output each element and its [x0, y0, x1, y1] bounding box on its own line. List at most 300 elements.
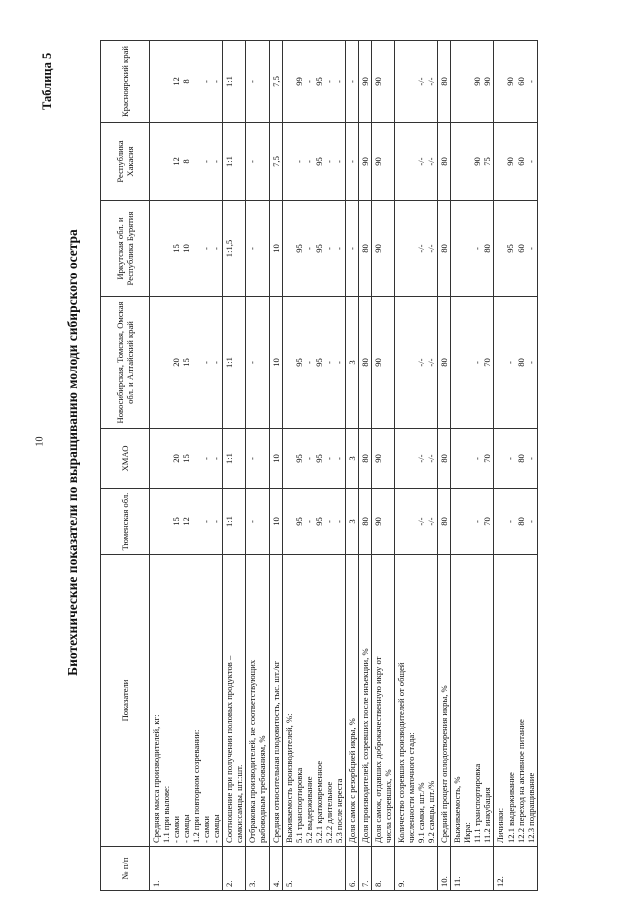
value-line [495, 492, 505, 551]
value-line [191, 126, 201, 197]
value-cell [438, 297, 451, 429]
value-line: 95 [313, 517, 324, 526]
value-line: - [303, 520, 314, 523]
value-cell [371, 41, 394, 123]
value-line: 70 [482, 454, 493, 463]
page-number: 10 [34, 436, 46, 447]
value-line: 60 [515, 77, 526, 86]
value-cell [150, 297, 223, 429]
value-line: - [346, 160, 357, 163]
value-cell [282, 123, 345, 201]
value-line: -/- [426, 454, 437, 463]
value-cell [246, 123, 269, 201]
value-cell [358, 41, 371, 123]
value-cell [438, 429, 451, 489]
value-line [462, 204, 472, 293]
value-cell [494, 123, 537, 201]
row-number: 10. [438, 847, 451, 891]
indicator-line: 12.2 переход на активное питание [515, 719, 526, 843]
value-line: 80 [359, 358, 370, 367]
value-line: 80 [439, 157, 450, 166]
value-line [396, 204, 406, 293]
value-line: -/- [426, 77, 437, 86]
value-line: 95 [293, 517, 304, 526]
value-line [406, 300, 416, 425]
value-line: 80 [359, 517, 370, 526]
value-line: - [201, 520, 212, 523]
value-line [257, 432, 267, 485]
indicator-line: Средняя масса производителей, кг: [151, 714, 161, 843]
indicator-line: - самцы [211, 814, 222, 843]
value-line: -/- [416, 244, 427, 253]
value-line [191, 44, 201, 119]
value-line: - [505, 361, 516, 364]
value-line [234, 44, 244, 119]
table-body [150, 41, 538, 891]
value-line: - [201, 361, 212, 364]
value-line [284, 126, 294, 197]
value-line [406, 204, 416, 293]
row-number: 6. [345, 847, 358, 891]
value-line: -/- [416, 358, 427, 367]
value-line: - [303, 457, 314, 460]
value-line [495, 300, 505, 425]
value-line: - [247, 160, 258, 163]
table-row [282, 41, 345, 891]
value-line: - [323, 160, 334, 163]
value-line: 75 [482, 157, 493, 166]
value-line [452, 204, 462, 293]
value-line: - [293, 160, 304, 163]
value-line [396, 300, 406, 425]
value-line [495, 126, 505, 197]
value-cell [395, 489, 438, 555]
value-cell [150, 123, 223, 201]
value-line [406, 492, 416, 551]
value-line: 80 [515, 517, 526, 526]
indicator-cell [345, 555, 358, 847]
indicator-line: 5.1 транспортировка [293, 767, 304, 843]
value-line [257, 300, 267, 425]
value-line: 95 [313, 454, 324, 463]
value-line: - [247, 520, 258, 523]
value-cell [246, 297, 269, 429]
value-line: - [247, 247, 258, 250]
value-line: - [525, 361, 536, 364]
value-line: 3 [346, 456, 357, 461]
indicator-cell [438, 555, 451, 847]
value-line: - [333, 80, 344, 83]
value-line: -/- [416, 77, 427, 86]
value-line: 95 [293, 244, 304, 253]
value-line: - [323, 520, 334, 523]
value-cell [494, 297, 537, 429]
value-line [191, 432, 201, 485]
value-cell [150, 489, 223, 555]
indicator-line: 12.3 подращивание [525, 772, 536, 843]
value-line: - [211, 247, 222, 250]
value-line [383, 492, 393, 551]
value-line [161, 492, 171, 551]
value-cell [246, 41, 269, 123]
value-cell [282, 297, 345, 429]
value-cell [494, 429, 537, 489]
table-row [246, 41, 269, 891]
value-line: 95 [293, 454, 304, 463]
value-line: 12 [171, 77, 181, 86]
value-line: - [525, 520, 536, 523]
value-cell [358, 123, 371, 201]
value-cell [371, 489, 394, 555]
value-cell [494, 41, 537, 123]
table-row [223, 41, 246, 891]
value-line [462, 300, 472, 425]
row-number: 8. [371, 847, 394, 891]
value-cell [438, 489, 451, 555]
value-line: 90 [505, 157, 516, 166]
header-row [101, 41, 150, 891]
indicator-line: 11.2 инкубация [482, 787, 493, 843]
value-line [191, 492, 201, 551]
row-number: 9. [395, 847, 438, 891]
value-line: 1:1 [224, 516, 235, 527]
value-line [452, 300, 462, 425]
value-line: 8 [181, 159, 192, 164]
value-line: - [247, 80, 258, 83]
indicator-cell [282, 555, 345, 847]
value-line: 10 [270, 358, 281, 367]
value-cell [345, 429, 358, 489]
value-line: 90 [372, 244, 383, 253]
value-line [462, 126, 472, 197]
value-line [151, 44, 161, 119]
value-line: 70 [482, 358, 493, 367]
value-line: 10 [181, 244, 192, 253]
value-line: 90 [372, 517, 383, 526]
value-line: 10 [270, 244, 281, 253]
value-line: - [201, 457, 212, 460]
value-line [495, 44, 505, 119]
value-cell [451, 123, 494, 201]
indicator-cell [150, 555, 223, 847]
value-line: -/- [426, 244, 437, 253]
indicator-cell [451, 555, 494, 847]
value-line: - [333, 520, 344, 523]
indicator-line: - самки [201, 816, 212, 843]
value-line: - [211, 361, 222, 364]
value-line: 10 [270, 517, 281, 526]
column-header: Республика Хакасия [101, 123, 150, 201]
table-title: Биотехнические показатели по выращиванию молоди сибирского осетра [65, 229, 80, 676]
value-line: 80 [359, 244, 370, 253]
indicator-line: Доля самок с резорбцией икры, % [346, 718, 357, 843]
value-line: - [333, 247, 344, 250]
value-line: - [211, 457, 222, 460]
value-cell [451, 489, 494, 555]
value-line: 15 [181, 358, 192, 367]
biotech-table [100, 40, 538, 891]
value-cell [438, 123, 451, 201]
value-line: - [505, 457, 516, 460]
row-number: 12. [494, 847, 537, 891]
value-cell [269, 201, 282, 297]
value-line: 90 [372, 358, 383, 367]
value-line: 1:1 [224, 76, 235, 87]
value-line [406, 126, 416, 197]
value-line [284, 432, 294, 485]
value-line [151, 432, 161, 485]
column-header: Показатели [101, 555, 150, 847]
value-line: - [525, 160, 536, 163]
value-cell [150, 201, 223, 297]
value-line: 80 [482, 244, 493, 253]
value-line: -/- [426, 517, 437, 526]
value-line: 95 [505, 244, 516, 253]
column-header: Тюменская обл. [101, 489, 150, 555]
value-line: - [472, 247, 483, 250]
value-line: 90 [482, 77, 493, 86]
table-row [345, 41, 358, 891]
value-line: 90 [372, 77, 383, 86]
indicator-line: численности маточного стада: [406, 732, 417, 843]
value-line [383, 300, 393, 425]
indicator-cell [371, 555, 394, 847]
value-line: 1:1 [224, 156, 235, 167]
value-line: 7,5 [270, 76, 281, 87]
value-line: - [472, 361, 483, 364]
value-line: - [247, 361, 258, 364]
value-cell [269, 489, 282, 555]
value-line: - [303, 247, 314, 250]
indicator-cell [358, 555, 371, 847]
indicator-line: - самцы [181, 814, 192, 843]
indicator-line: 5.2.1 кратковременное [313, 760, 324, 843]
column-header: ХМАО [101, 429, 150, 489]
indicator-line: Соотношение при получении половых продуктов – [224, 655, 235, 843]
value-cell [451, 297, 494, 429]
value-line [161, 126, 171, 197]
value-line: - [303, 160, 314, 163]
indicator-cell [269, 555, 282, 847]
value-line [257, 492, 267, 551]
indicator-line: Средний процент оплодотворения икры, % [439, 685, 450, 843]
value-line: 80 [439, 244, 450, 253]
value-line: - [211, 80, 222, 83]
value-line [151, 300, 161, 425]
value-line: 20 [171, 358, 181, 367]
value-line [396, 432, 406, 485]
value-cell [246, 429, 269, 489]
table-row [269, 41, 282, 891]
table-row [438, 41, 451, 891]
value-cell [345, 123, 358, 201]
value-line: - [346, 80, 357, 83]
value-line: 95 [313, 244, 324, 253]
value-line [234, 432, 244, 485]
value-line: - [525, 457, 536, 460]
value-line [151, 126, 161, 197]
value-line: -/- [426, 157, 437, 166]
indicator-cell [395, 555, 438, 847]
value-line [161, 300, 171, 425]
value-cell [223, 41, 246, 123]
indicator-line: Доля самок, отдавших доброкачественную икру от [372, 656, 383, 843]
value-line: - [333, 361, 344, 364]
value-cell [494, 489, 537, 555]
value-line: - [303, 361, 314, 364]
column-header: Иркутская обл. и Республика Бурятия [101, 201, 150, 297]
value-line [161, 432, 171, 485]
indicator-line: Личинки: [495, 807, 506, 843]
value-line: 90 [372, 454, 383, 463]
value-line: 60 [515, 244, 526, 253]
indicator-line: - самки [171, 816, 182, 843]
indicator-line: Выживаемость производителей, %: [283, 713, 294, 843]
value-line: -/- [416, 454, 427, 463]
value-cell [395, 201, 438, 297]
table-row [451, 41, 494, 891]
value-cell [269, 297, 282, 429]
value-line: 99 [293, 77, 304, 86]
value-line [495, 432, 505, 485]
indicator-line: Доля производителей, созревших после инъекции, % [359, 648, 370, 843]
value-line [452, 44, 462, 119]
value-cell [371, 201, 394, 297]
value-cell [371, 297, 394, 429]
value-cell [395, 41, 438, 123]
value-line: 15 [171, 244, 181, 253]
value-line: - [333, 160, 344, 163]
value-line: 80 [359, 454, 370, 463]
value-line: - [346, 247, 357, 250]
value-cell [246, 489, 269, 555]
value-cell [371, 123, 394, 201]
value-line: - [525, 247, 536, 250]
value-cell [246, 201, 269, 297]
value-line: - [525, 80, 536, 83]
value-cell [345, 201, 358, 297]
value-line [257, 126, 267, 197]
value-line [234, 204, 244, 293]
value-cell [282, 429, 345, 489]
table-row [395, 41, 438, 891]
value-line: 90 [505, 77, 516, 86]
row-number: 4. [269, 847, 282, 891]
indicator-line: 5.2.2 длительное [323, 781, 334, 843]
value-line [383, 432, 393, 485]
value-line: 80 [439, 517, 450, 526]
indicator-line: рыбоводным требованиям, % [257, 735, 268, 843]
value-line: - [211, 160, 222, 163]
value-cell [282, 41, 345, 123]
value-line [396, 44, 406, 119]
value-line [452, 432, 462, 485]
value-cell [438, 201, 451, 297]
value-line [284, 204, 294, 293]
table-row [358, 41, 371, 891]
value-line: 3 [346, 519, 357, 524]
table-row [150, 41, 223, 891]
value-line: - [505, 520, 516, 523]
column-header: № п/п [101, 847, 150, 891]
value-line [161, 204, 171, 293]
value-cell [358, 489, 371, 555]
value-line: 90 [472, 77, 483, 86]
value-line: 80 [439, 454, 450, 463]
value-cell [494, 201, 537, 297]
value-cell [150, 41, 223, 123]
value-cell [269, 429, 282, 489]
value-cell [451, 201, 494, 297]
value-cell [269, 123, 282, 201]
value-cell [282, 489, 345, 555]
value-line [161, 44, 171, 119]
column-header: Красноярский край [101, 41, 150, 123]
value-cell [395, 429, 438, 489]
value-line: -/- [426, 358, 437, 367]
value-cell [223, 297, 246, 429]
indicator-line: 12.1 выдерживание [505, 772, 516, 843]
row-number: 11. [451, 847, 494, 891]
value-line [284, 492, 294, 551]
value-line [257, 44, 267, 119]
value-cell [358, 201, 371, 297]
value-line [234, 492, 244, 551]
value-line: 90 [359, 77, 370, 86]
value-line [284, 44, 294, 119]
value-line: 70 [482, 517, 493, 526]
value-line: 15 [181, 454, 192, 463]
value-line [234, 300, 244, 425]
value-cell [345, 41, 358, 123]
indicator-line: 1.1 при вылове: [161, 785, 172, 843]
table-label: Таблица 5 [40, 52, 54, 110]
value-line [452, 126, 462, 197]
indicator-cell [223, 555, 246, 847]
value-line: 1:1,5 [224, 239, 235, 258]
value-line: 1:1 [224, 453, 235, 464]
value-line: - [247, 457, 258, 460]
value-line: - [323, 247, 334, 250]
value-line [462, 492, 472, 551]
value-line [284, 300, 294, 425]
value-cell [395, 123, 438, 201]
value-line: - [323, 80, 334, 83]
value-line: 90 [359, 157, 370, 166]
value-cell [223, 489, 246, 555]
value-line: 8 [181, 79, 192, 84]
value-line: 60 [515, 157, 526, 166]
value-cell [282, 201, 345, 297]
indicator-line: самки:самцы, шт.:шт. [234, 764, 245, 843]
value-cell [358, 429, 371, 489]
value-line: - [323, 361, 334, 364]
value-line [383, 204, 393, 293]
value-line [462, 44, 472, 119]
indicator-cell [246, 555, 269, 847]
value-line [191, 204, 201, 293]
indicator-line: 9.2 самцы, шт./% [426, 780, 437, 843]
table-row [494, 41, 537, 891]
indicator-line: Отбраковка производителей, не соответствующих [247, 659, 258, 843]
table-row [371, 41, 394, 891]
value-cell [345, 297, 358, 429]
row-number: 1. [150, 847, 223, 891]
indicator-line: 11.1 транспортировка [472, 763, 483, 843]
value-line: - [303, 80, 314, 83]
indicator-cell [494, 555, 537, 847]
indicator-line: 1.2 при повторном созревании: [191, 729, 202, 843]
